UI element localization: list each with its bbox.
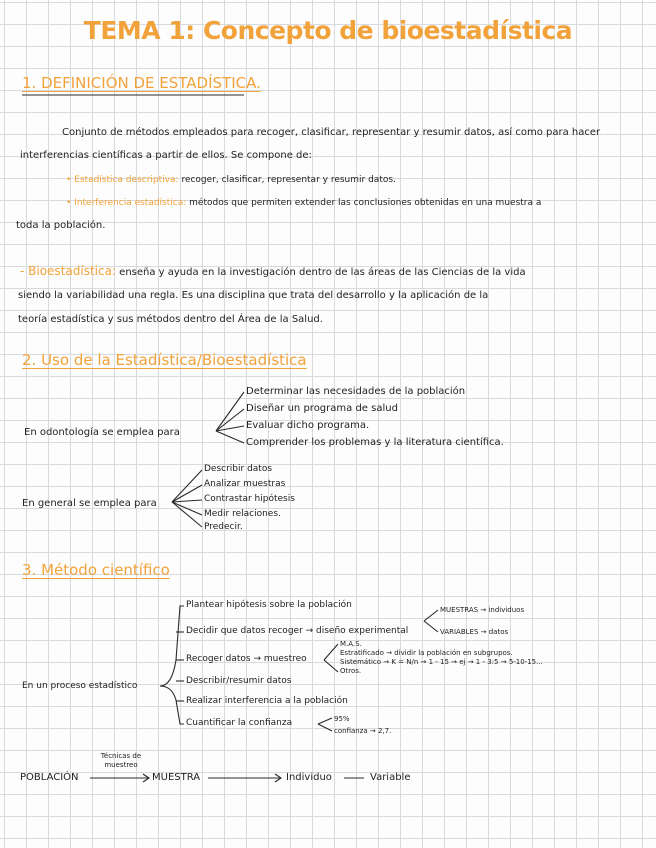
s1-paragraph-line-1: Conjunto de métodos empleados para recoger, clasificar, representar y resumir datos, así como para hacer [62,127,601,138]
brace-odonto-4 [216,431,244,443]
odontologia-item-2: Diseñar un programa de salud [246,403,398,414]
proceso-item-1: Plantear hipótesis sobre la población [186,600,352,610]
brace-confianza-1 [318,718,332,724]
section-1-heading: 1. DEFINICIÓN DE ESTADÍSTICA. [22,74,261,92]
odontologia-item-3: Evaluar dicho programa. [246,420,370,431]
bioestadistica-label: - Bioestadística: [20,264,116,278]
odontologia-item-4: Comprender los problemas y la literatura científica. [246,437,504,448]
bullet-interferencia-text: métodos que permiten extender las conclusiones obtenidas en una muestra a [189,198,542,208]
muestreo-item-2: Estratificado → dividir la población en subgrupos. [340,649,513,657]
diseno-item-2: VARIABLES → datos [440,628,509,636]
confianza-item-2: confianza → 2,7. [334,727,392,735]
brace-odonto-3 [216,426,244,431]
general-item-1: Describir datos [204,464,273,474]
proceso-item-2: Decidir que datos recoger → diseño experimental [186,626,409,636]
general-item-4: Medir relaciones. [204,509,281,519]
brace-confianza-2 [318,724,332,731]
diseno-item-1: MUESTRAS → individuos [440,606,525,614]
brace-general-4 [172,502,202,515]
brace-general-1 [172,470,202,502]
proceso-item-3: Recoger datos → muestreo [186,654,307,664]
brace-muestreo-1 [324,644,338,660]
proceso-item-4: Describir/resumir datos [186,676,292,686]
bullet-descriptiva-label: • Estadística descriptiva: [66,175,179,185]
proceso-item-6: Cuantificar la confianza [186,718,293,728]
bioestadistica-text-1: enseña y ayuda en la investigación dentro de las áreas de las Ciencias de la vida [119,267,526,278]
flow-individuo: Individuo [286,772,332,783]
bioestadistica-line-2: siendo la variabilidad una regla. Es una disciplina que trata del desarrollo y la aplicación de la [18,290,489,301]
muestreo-item-1: M.A.S. [340,640,362,648]
flow-variable: Variable [370,772,411,783]
brace-odonto-1 [216,392,244,431]
bioestadistica-line-3: teoría estadística y sus métodos dentro del Área de la Salud. [18,314,323,325]
bullet-descriptiva-text: recoger, clasificar, representar y resumir datos. [181,175,396,185]
brace-general-2 [172,485,202,502]
bullet-interferencia-cont: toda la población. [16,220,106,231]
odontologia-item-1: Determinar las necesidades de la población [246,386,466,397]
odontologia-label: En odontología se emplea para [24,427,180,438]
general-item-3: Contrastar hipótesis [204,494,295,504]
section-2-heading-text: 2. Uso de la Estadística/Bioestadística [22,351,307,369]
brace-proceso-top [160,606,184,686]
muestreo-item-3: Sistemático → K = N/n → 1 - 15 → ej → 1 - 3:5 → 5-10-15... [340,658,543,666]
general-item-2: Analizar muestras [204,479,286,489]
brace-general-5 [172,502,202,527]
general-item-5: Predecir. [204,522,243,532]
flow-tecnicas: Técnicas de muestreo [100,752,142,769]
brace-diseno-2 [424,621,438,632]
general-label: En general se emplea para [22,498,157,509]
flow-poblacion: POBLACIÓN [20,772,79,783]
flow-muestra: MUESTRA [152,772,201,783]
brace-muestreo-2 [324,660,338,672]
brace-proceso-bottom [160,686,184,724]
proceso-item-5: Realizar interferencia a la población [186,696,348,706]
muestreo-item-4: Otros. [340,667,362,675]
proceso-label: En un proceso estadístico [22,681,138,691]
page-title: TEMA 1: Concepto de bioestadística [83,16,573,45]
brace-diseno-1 [424,610,438,621]
bullet-interferencia-label: • Interferencia estadística: [66,198,187,208]
brace-general-3 [172,500,202,502]
confianza-item-1: 95% [334,715,350,723]
s1-paragraph-line-2: interferencias científicas a partir de ellos. Se compone de: [20,150,312,161]
section-3-heading-text: 3. Método científico [22,561,170,579]
